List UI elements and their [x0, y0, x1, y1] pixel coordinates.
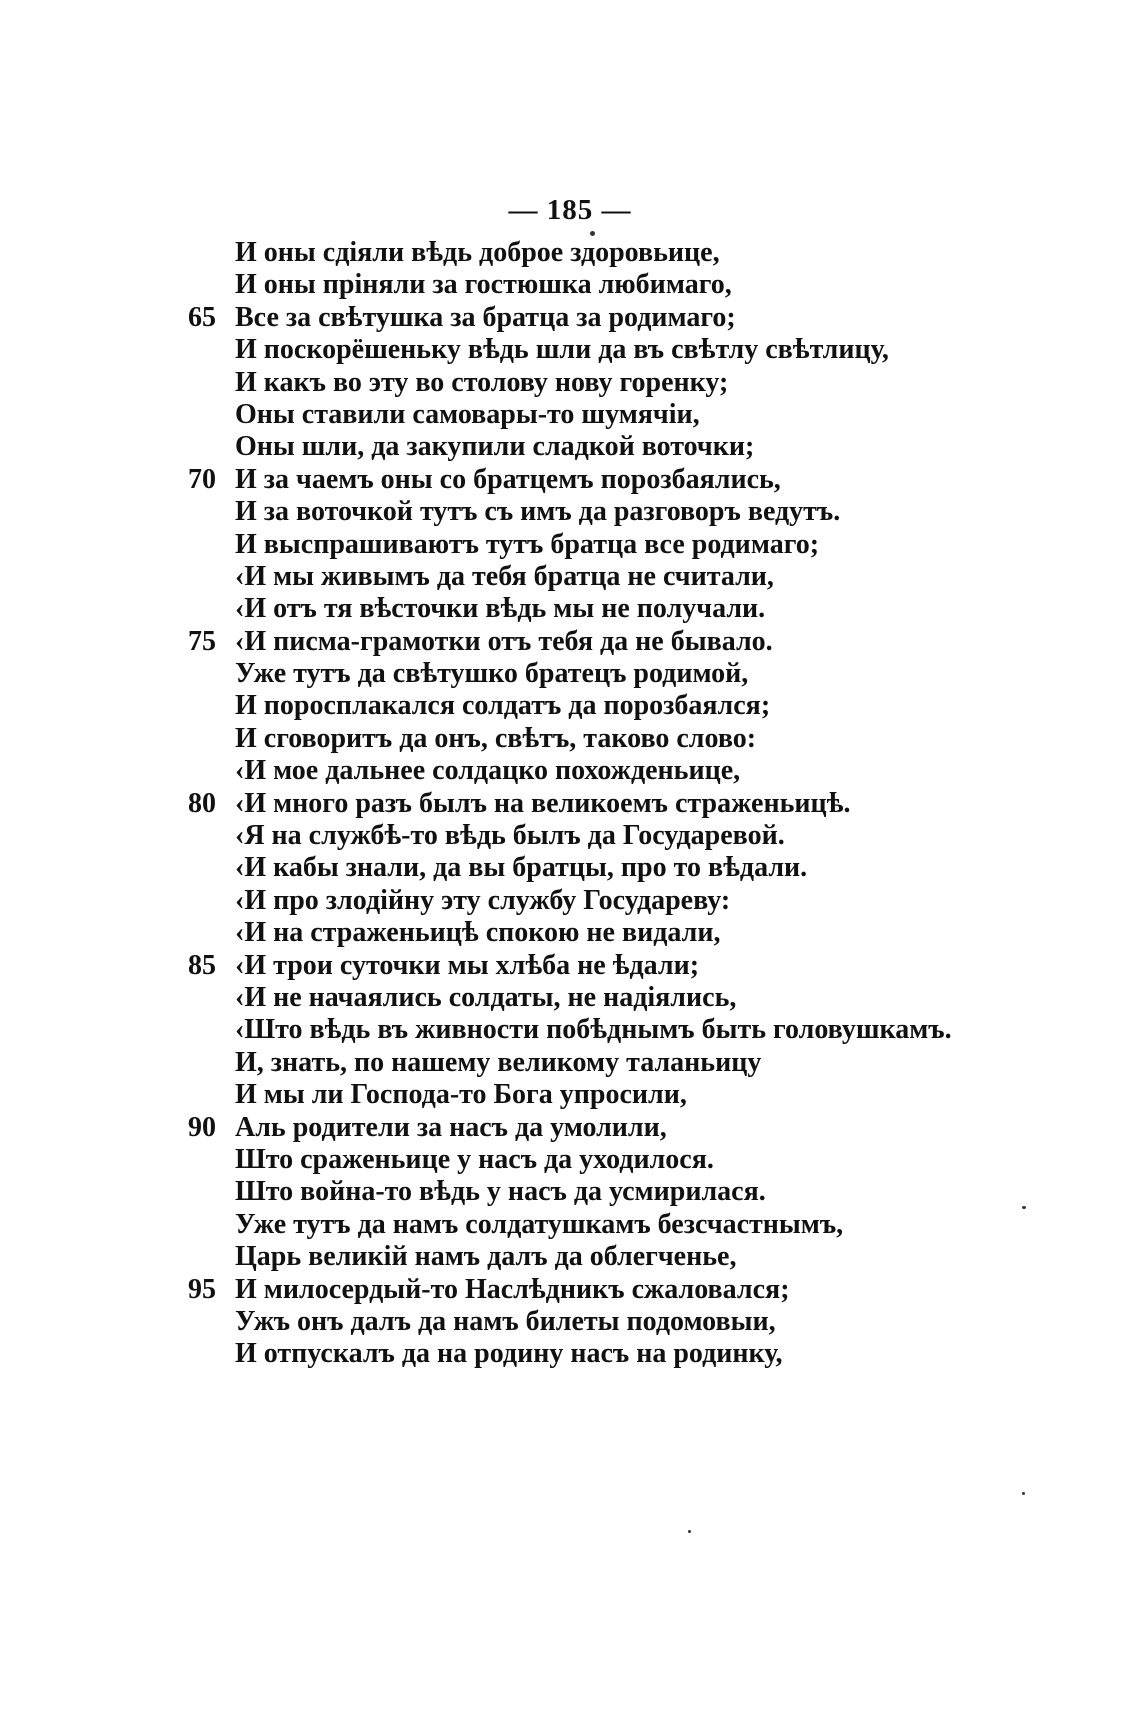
line-text: И, знать, по нашему великому таланьицу: [235, 1046, 762, 1078]
line-number: 75: [188, 625, 216, 657]
verse-line: [0, 1209, 1140, 1241]
scan-speck: [1022, 1206, 1026, 1209]
verse-line: [0, 367, 1140, 399]
line-text: Оны шли, да закупили сладкой воточки;: [235, 431, 755, 463]
verse-line: [0, 820, 1140, 852]
verse-line: [0, 1047, 1140, 1079]
verse-line: [0, 1112, 1140, 1144]
line-text: И сговоритъ да онъ, свѣтъ, таково слово:: [235, 722, 757, 754]
line-text: Оны ставили самовары-то шумячiи,: [235, 398, 700, 430]
verse-line: [0, 399, 1140, 431]
line-text: ‹И отъ тя вѣсточки вѣдь мы не получали.: [235, 593, 766, 625]
verse-line: [0, 529, 1140, 561]
line-text: И оны прiняли за гостюшка любимаго,: [235, 269, 732, 301]
line-text: ‹И кабы знали, да вы братцы, про то вѣдали.: [235, 852, 808, 884]
verse-line: [0, 917, 1140, 949]
verse-line: [0, 1338, 1140, 1370]
line-text: И мы ли Господа-то Бога упросили,: [235, 1079, 687, 1111]
line-text: И за чаемъ оны со братцемъ порозбаялись,: [235, 463, 781, 495]
line-text: ‹Што вѣдь въ живности побѣднымъ быть головушкамъ.: [235, 1014, 952, 1046]
verse-line: [0, 237, 1140, 269]
verse-line: [0, 334, 1140, 366]
line-text: И поросплакался солдатъ да порозбаялся;: [235, 690, 771, 722]
line-text: Што война-то вѣдь у насъ да усмирилася.: [235, 1176, 766, 1208]
line-text: ‹И писма-грамотки отъ тебя да не бывало.: [235, 625, 773, 657]
verse-line: [0, 755, 1140, 787]
verse-line: [0, 950, 1140, 982]
verse-line: [0, 626, 1140, 658]
verse-line: [0, 1144, 1140, 1176]
verse-block: [0, 237, 1140, 1371]
verse-line: [0, 561, 1140, 593]
line-text: И оны сдiяли вѣдь доброе здоровьице,: [235, 237, 720, 268]
verse-line: [0, 1079, 1140, 1111]
line-text: И отпускалъ да на родину насъ на родинку,: [235, 1338, 783, 1370]
verse-line: [0, 496, 1140, 528]
verse-line: [0, 1241, 1140, 1273]
verse-line: [0, 1306, 1140, 1338]
verse-line: [0, 982, 1140, 1014]
page-number: — 185 —: [508, 194, 632, 226]
verse-line: [0, 1176, 1140, 1208]
line-text: ‹И много разъ былъ на великоемъ страженьицѣ.: [235, 787, 851, 819]
line-text: ‹Я на службѣ-то вѣдь былъ да Государевой.: [235, 820, 785, 852]
line-text: ‹И про злодiйну эту службу Государеву:: [235, 884, 731, 916]
line-text: Все за свѣтушка за братца за родимаго;: [235, 301, 736, 333]
line-text: И за воточкой тутъ съ имъ да разговоръ ведутъ.: [235, 496, 841, 528]
verse-line: [0, 723, 1140, 755]
scan-speck: [1022, 1492, 1025, 1495]
verse-line: [0, 593, 1140, 625]
line-text: Аль родители за насъ да умолили,: [235, 1111, 667, 1143]
line-text: ‹И мы живымъ да тебя братца не считали,: [235, 560, 774, 592]
line-number: 85: [188, 949, 216, 981]
line-number: 70: [188, 463, 216, 495]
line-text: И какъ во эту во столову нову горенку;: [235, 366, 729, 398]
verse-line: [0, 1274, 1140, 1306]
line-text: И выспрашиваютъ тутъ братца все родимаго;: [235, 528, 820, 560]
verse-line: [0, 852, 1140, 884]
line-number: 90: [188, 1111, 216, 1143]
verse-line: [0, 788, 1140, 820]
line-text: И поскорёшеньку вѣдь шли да въ свѣтлу свѣтлицу,: [235, 334, 889, 366]
verse-line: [0, 658, 1140, 690]
line-text: ‹И не начаялись солдаты, не надiялись,: [235, 981, 737, 1013]
verse-line: [0, 690, 1140, 722]
line-number: 80: [188, 787, 216, 819]
line-text: ‹И мое дальнее солдацко похожденьице,: [235, 755, 741, 787]
line-text: Ужъ онъ далъ да намъ билеты подомовыи,: [235, 1305, 776, 1337]
verse-line: [0, 302, 1140, 334]
verse-line: [0, 885, 1140, 917]
line-text: Што сраженьице у насъ да уходилося.: [235, 1143, 714, 1175]
verse-line: [0, 464, 1140, 496]
verse-line: [0, 269, 1140, 301]
line-text: Уже тутъ да намъ солдатушкамъ безсчастнымъ,: [235, 1208, 844, 1240]
line-text: Царь великiй намъ далъ да облегченье,: [235, 1241, 737, 1273]
verse-line: [0, 431, 1140, 463]
line-text: ‹И трои суточки мы хлѣба не ѣдали;: [235, 949, 700, 981]
line-text: И милосердый-то Наслѣдникъ сжаловался;: [235, 1273, 790, 1305]
line-number: 95: [188, 1273, 216, 1305]
scan-speck: [590, 231, 595, 236]
line-text: ‹И на страженьицѣ спокою не видали,: [235, 917, 721, 949]
verse-line: [0, 1014, 1140, 1046]
line-number: 65: [188, 301, 216, 333]
scan-speck: [688, 1530, 691, 1533]
line-text: Уже тутъ да свѣтушко братецъ родимой,: [235, 658, 749, 690]
